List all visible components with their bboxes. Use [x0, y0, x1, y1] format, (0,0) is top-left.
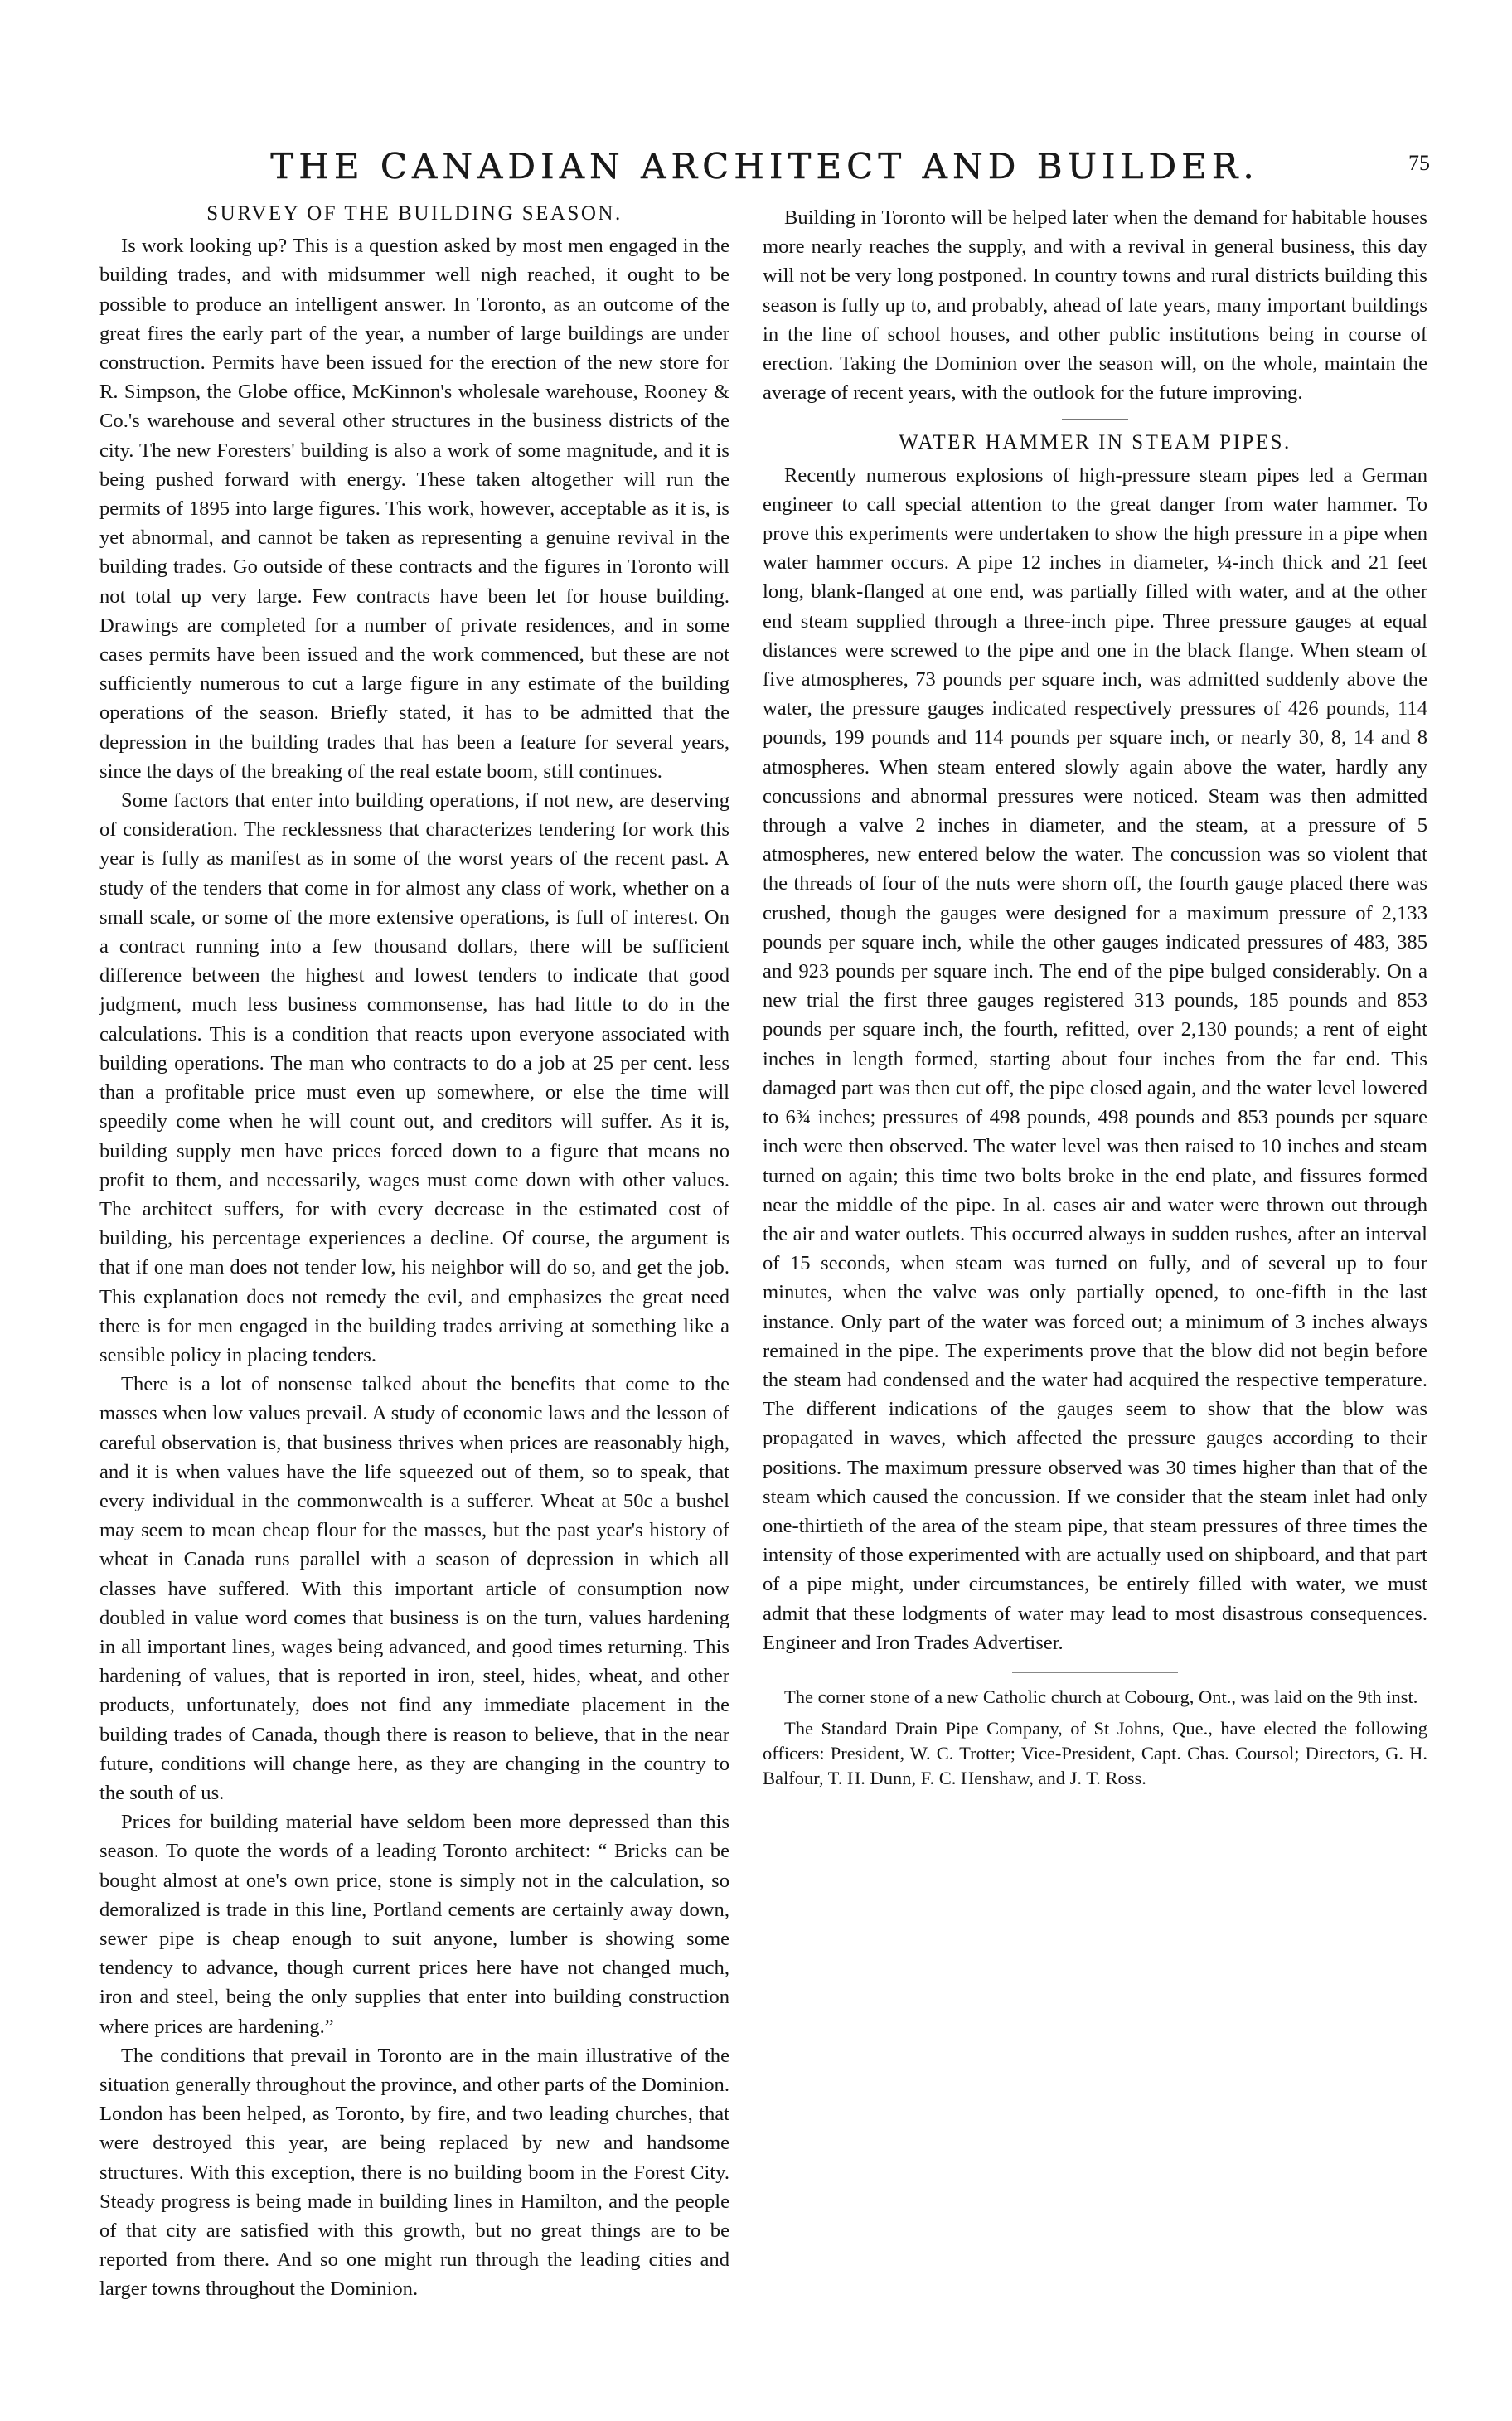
section-divider [1012, 1672, 1178, 1673]
page-number: 75 [1408, 151, 1430, 175]
news-note: The corner stone of a new Catholic church at Cobourg, Ont., was laid on the 9th inst. [784, 1686, 1418, 1707]
paragraph: The conditions that prevail in Toronto are in the main illustrative of the situation generally throughout the province, and other parts of the Dominion. London has been helped, as Toronto, by fire, and two leading churches, that were destroyed this year, are being replaced by new and handsome structures. With this exception, there is no building boom in the Forest City. Steady progress is being made in building lines in Hamilton, and the people of that city are satisfied with this growth, but no great things are to be reported from there. And so one might run through the leading cities and larger towns throughout the Dominion. [99, 2044, 729, 2301]
spacer [763, 1710, 1427, 1716]
paragraph: Prices for building material have seldom been more depressed than this season. To quote the words of a leading Toronto architect: “ Bricks can be bought almost at one's own price, stone is simply not in the calculation, so demoralized is trade in this line, Portland cements are certainly away down, sewer pipe is cheap enough to suit anyone, lumber is showing some tendency to advance, though current prices here have not changed much, iron and steel, being the only supplies that enter into building construction where prices are hardening.” [99, 1811, 729, 2038]
paragraph: Is work looking up? This is a question asked by most men engaged in the building trades, and with midsummer well nigh reached, it ought to be possible to produce an intelligent answer. In Toronto, as an outcome of the great fires the early part of the year, a number of large buildings are under construction. Permits have been issued for the erection of the new store for R. Simpson, the Globe office, McKinnon's wholesale warehouse, Rooney & Co.'s warehouse and several other structures in the business districts of the city. The new Foresters' building is also a work of some magnitude, and it is being pushed forward with energy. These taken altogether will run the permits of 1895 into large figures. This work, however, acceptable as it is, is yet abnormal, and cannot be taken as representing a genuine revival in the building trades. Go outside of these contracts and the figures in Toronto will not total up very large. Few contracts have been let for house building. Drawings are completed for a number of private residences, and in some cases permits have been issued and the work commenced, but these are not sufficiently numerous to cut a large figure in any estimate of the building operations of the season. Briefly stated, it has to be admitted that the depression in the building trades that has been a feature for several years, since the days of the breaking of the real estate boom, still continues. [99, 235, 729, 783]
paragraph: There is a lot of nonsense talked about the benefits that come to the masses when low values prevail. A study of economic laws and the lesson of careful observation is, that business thrives when prices are reasonably high, and it is when values have the life squeezed out of them, so to speak, that every individual in the commonwealth is a sufferer. Wheat at 50c a bushel may seem to mean cheap flour for the masses, but the past year's history of wheat in Canada runs parallel with a season of depression in which all classes have suffered. With this important article of consumption now doubled in value word comes that business is on the turn, values hardening in all important lines, wages being advanced, and good times returning. This hardening of values, that is reported in iron, steel, hides, wheat, and other products, unfortunately, does not find any immediate placement in the building trades of Canada, though there is reason to believe, that in the near future, conditions will change here, as they are changing in the country to the south of us. [99, 1373, 729, 1804]
article-title-water-hammer: WATER HAMMER IN STEAM PIPES. [899, 431, 1292, 454]
page-header [99, 139, 1430, 197]
left-column [99, 199, 729, 2304]
article-title-survey: SURVEY OF THE BUILDING SEASON. [206, 202, 623, 225]
paragraph: Building in Toronto will be helped later when the demand for habitable houses more nearly reaches the supply, and with a revival in general business, this day will not be very long postponed. In country towns and rural districts building this season is fully up to, and probably, ahead of late years, many important buildings in the line of school houses, and other public institutions being in course of erection. Taking the Dominion over the season will, on the whole, maintain the average of recent years, with the outlook for the future improving. [763, 206, 1427, 405]
section-divider [1062, 419, 1128, 420]
paragraph: Recently numerous explosions of high-pressure steam pipes led a German engineer to call special attention to the great danger from water hammer. To prove this experiments were undertaken to show the high pressure in a pipe when water hammer occurs. A pipe 12 inches in diameter, ¼-inch thick and 21 feet long, blank-flanged at one end, was partially filled with water, and at the other end steam supplied through a three-inch pipe. Three pressure gauges at equal distances were screwed to the pipe and one in the black flange. When steam of five atmospheres, 73 pounds per square inch, was admitted suddenly above the water, the pressure gauges indicated respectively pressures of 426 pounds, 114 pounds, 199 pounds and 114 pounds per square inch, or nearly 30, 8, 14 and 8 atmospheres. When steam entered slowly again above the water, hardly any concussions and abnormal pressures were noticed. Steam was then admitted through a valve 2 inches in diameter, and the steam, at a pressure of 5 atmospheres, new entered below the water. The concussion was so violent that the threads of four of the nuts were shorn off, the fourth gauge placed there was crushed, though the gauges were designed for a maximum pressure of 2,133 pounds per square inch, while the other gauges indicated pressures of 483, 385 and 923 pounds per square inch. The end of the pipe bulged considerably. On a new trial the first three gauges registered 313 pounds, 185 pounds and 853 pounds per square inch, the fourth, refitted, over 2,130 pounds; a rent of eight inches in length formed, starting about four inches from the far end. This damaged part was then cut off, the pipe closed again, and the water level lowered to 6¾ inches; pressures of 498 pounds, 498 pounds and 853 pounds per square inch were then observed. The water level was then raised to 10 inches and steam turned on again; this time two bolts broke in the end plate, and fissures formed near the middle of the pipe. In al. cases air and water were thrown out through the air and water outlets. This occurred always in sudden rushes, after an interval of 15 seconds, when steam was turned on fully, and of several up to four minutes, when the valve was only partially opened, to one-fifth in the last instance. Only part of the water was forced out; a minimum of 3 inches always remained in the pipe. The experiments prove that the blow did not begin before the steam had condensed and the water had acquired the respective temperature. The different indications of the gauges seem to show that the blow was propagated in waves, which affected the pressure gauges according to their positions. The maximum pressure observed was 30 times higher than that of the steam which caused the concussion. If we consider that the steam inlet had only one-thirtieth of the area of the steam pipe, that steam pressures of three times the intensity of those experimented with are actually used on shipboard, and that part of a pipe might, under circumstances, be entirely filled with water, we must admit that these lodgments of water may lead to most disastrous consequences. Engineer and Iron Trades Advertiser. [763, 463, 1427, 1654]
journal-title: THE CANADIAN ARCHITECT AND BUILDER. [270, 146, 1259, 187]
right-column [763, 203, 1427, 1791]
news-note: The Standard Drain Pipe Company, of St Johns, Que., have elected the following officers: President, W. C. Trotter; Vice-President, Capt. Chas. Coursol; Directors, G. H. Balfour, T. H. Dunn, F. C. Henshaw, and J. T. Ross. [763, 1717, 1427, 1788]
paragraph: Some factors that enter into building operations, if not new, are deserving of consideration. The recklessness that characterizes tendering for work this year is fully as manifest as in some of the worst years of the recent past. A study of the tenders that come in for almost any class of work, whether on a small scale, or some of the more extensive operations, is full of interest. On a contract running into a few thousand dollars, there will be sufficient difference between the highest and lowest tenders to indicate that good judgment, much less business commonsense, has had little to do in the calculations. This is a condition that reacts upon everyone associated with building operations. The man who contracts to do a job at 25 per cent. less than a profitable price must even up somewhere, or else the time will speedily come when he will count out, and creditors will suffer. As it is, building supply men have prices forced down to a figure that means no profit to them, and necessarily, wages must come down with other values. The architect suffers, for with every decrease in the estimated cost of building, his percentage experiences a decline. Of course, the argument is that if one man does not tender low, his neighbor will do so, and get the job. This explanation does not remedy the evil, and emphasizes the great need there is for men engaged in the building trades arriving at something like a sensible policy in placing tenders. [99, 789, 729, 1366]
